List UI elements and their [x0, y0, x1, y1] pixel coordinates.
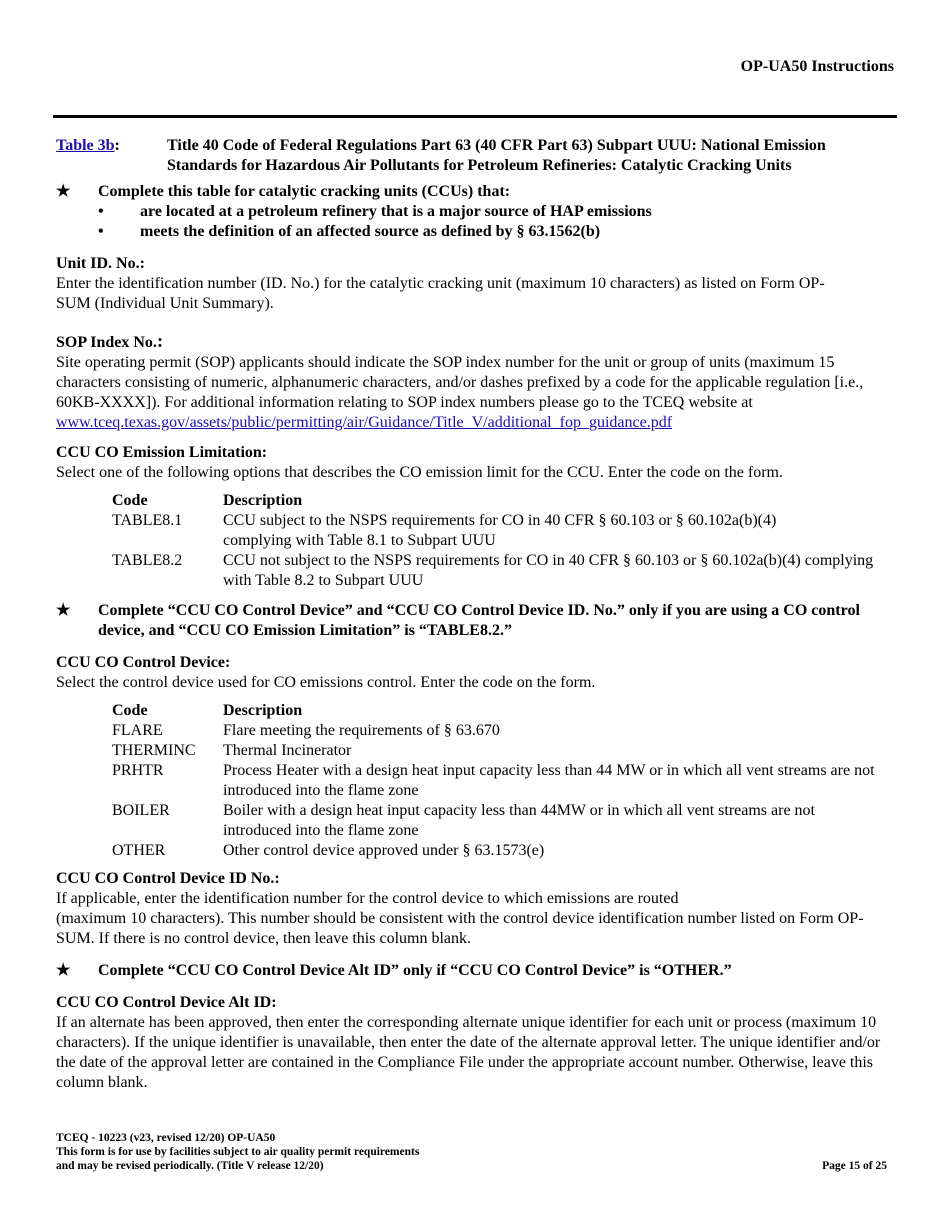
code-cell: PRHTR	[112, 762, 164, 779]
table-header-row	[112, 491, 896, 511]
code-cell: FLARE	[112, 722, 163, 739]
table-row	[112, 741, 896, 761]
star-icon: ★	[56, 962, 71, 979]
instruction-star-3	[56, 961, 896, 981]
table-row	[112, 721, 896, 741]
footer-form-info	[56, 1131, 419, 1173]
document-header-title: OP-UA50 Instructions	[740, 58, 894, 75]
page-number: Page 15 of 25	[822, 1160, 887, 1172]
column-header-code: Code	[112, 492, 148, 509]
bullet-text: are located at a petroleum refinery that is a major source of HAP emissions	[140, 203, 652, 220]
description-cell: Process Heater with a design heat input capacity less than 44 MW or in which all vent streams are not introduced into the flame zone	[223, 762, 875, 799]
unit-id-text: Enter the identification number (ID. No.) for the catalytic cracking unit (maximum 10 characters) as listed on Form OP-SUM (Individual Unit Summary).	[56, 275, 825, 312]
control-device-code-table	[112, 701, 896, 861]
device-id-text-line2: (maximum 10 characters). This number should be consistent with the control device identification number listed on Form OP-SUM. If there is no control device, then leave this column blank.	[56, 910, 864, 947]
co-limit-text: Select one of the following options that describes the CO emission limit for the CCU. Enter the code on the form.	[56, 464, 783, 481]
code-cell: OTHER	[112, 842, 166, 859]
instruction-star-1	[56, 182, 896, 202]
co-limit-heading: CCU CO Emission Limitation:	[56, 444, 268, 461]
bullet-icon: •	[98, 203, 104, 220]
bullet-text: meets the definition of an affected source as defined by § 63.1562(b)	[140, 223, 601, 240]
table-row	[112, 551, 896, 591]
alt-id-text: If an alternate has been approved, then enter the corresponding alternate unique identifier for each unit or process (maximum 10 characters). If the unique identifier is unavailable, then enter the date of the alternate approval letter. The unique identifier and/or the date of the approval letter are contained in the Compliance File under the appropriate account number. Otherwise, leave this column blank.	[56, 1014, 881, 1091]
description-cell: CCU subject to the NSPS requirements for CO in 40 CFR § 60.103 or § 60.102a(b)(4) complying with Table 8.1 to Subpart UUU	[223, 512, 777, 549]
column-header-code: Code	[112, 702, 148, 719]
code-cell: TABLE8.2	[112, 552, 183, 569]
sop-index-heading	[56, 332, 896, 353]
star-icon: ★	[56, 183, 71, 200]
table-row	[112, 511, 896, 551]
code-cell: BOILER	[112, 802, 170, 819]
control-device-heading: CCU CO Control Device:	[56, 654, 231, 671]
table-header-row	[112, 701, 896, 721]
co-limit-code-table	[112, 491, 896, 591]
footer-line-3: and may be revised periodically. (Title V release 12/20)	[56, 1160, 324, 1172]
unit-id-heading: Unit ID. No.:	[56, 255, 145, 272]
table-3b-link[interactable]: Table 3b	[56, 137, 115, 154]
device-id-text-line1: If applicable, enter the identification number for the control device to which emissions are routed	[56, 890, 679, 907]
header-divider	[53, 115, 897, 118]
sop-index-heading-colon: :	[156, 331, 164, 352]
control-device-text: Select the control device used for CO emissions control. Enter the code on the form.	[56, 674, 596, 691]
star-icon: ★	[56, 602, 71, 619]
bullet-icon: •	[98, 223, 104, 240]
table-heading-title: Title 40 Code of Federal Regulations Part 63 (40 CFR Part 63) Subpart UUU: National Emission Standards for Hazardous Air Pollutants for Petroleum Refineries: Catalytic Cracking Units	[167, 137, 826, 174]
sop-index-heading-text: SOP Index No.	[56, 334, 157, 351]
list-item	[56, 222, 896, 242]
table-heading-colon: :	[114, 137, 120, 154]
table-row	[112, 801, 896, 841]
list-item	[56, 202, 896, 222]
instruction-star-2	[56, 601, 896, 641]
table-row	[112, 841, 896, 861]
description-cell: Boiler with a design heat input capacity less than 44MW or in which all vent streams are not introduced into the flame zone	[223, 802, 815, 839]
table-heading	[56, 136, 896, 176]
table-row	[112, 761, 896, 801]
sop-index-text	[56, 353, 896, 433]
description-cell: Other control device approved under § 63.1573(e)	[223, 842, 545, 859]
tceq-guidance-link[interactable]: www.tceq.texas.gov/assets/public/permitting/air/Guidance/Title_V/additional_fop_guidance.pdf	[56, 414, 673, 431]
footer-line-2: This form is for use by facilities subject to air quality permit requirements	[56, 1146, 420, 1158]
description-cell: Flare meeting the requirements of § 63.670	[223, 722, 500, 739]
instructions-content	[56, 136, 896, 1093]
instruction-star-3-text: Complete “CCU CO Control Device Alt ID” only if “CCU CO Control Device” is “OTHER.”	[98, 962, 732, 979]
sop-index-body: Site operating permit (SOP) applicants should indicate the SOP index number for the unit or group of units (maximum 15 characters consisting of numeric, alphanumeric characters, and/or dashes prefixed by a code for the applicable regulation [i.e., 60KB-XXXX]). For additional information relating to SOP index numbers please go to the TCEQ website at	[56, 354, 864, 411]
column-header-description: Description	[223, 702, 303, 719]
description-cell: Thermal Incinerator	[223, 742, 352, 759]
alt-id-heading: CCU CO Control Device Alt ID:	[56, 994, 277, 1011]
code-cell: THERMINC	[112, 742, 196, 759]
instruction-star-2-text: Complete “CCU CO Control Device” and “CCU CO Control Device ID. No.” only if you are using a CO control device, and “CCU CO Emission Limitation” is “TABLE8.2.”	[98, 602, 860, 639]
code-cell: TABLE8.1	[112, 512, 183, 529]
description-cell: CCU not subject to the NSPS requirements for CO in 40 CFR § 60.103 or § 60.102a(b)(4) complying with Table 8.2 to Subpart UUU	[223, 552, 874, 589]
footer-line-1: TCEQ - 10223 (v23, revised 12/20) OP-UA50	[56, 1132, 276, 1144]
column-header-description: Description	[223, 492, 303, 509]
instruction-star-1-text: Complete this table for catalytic cracking units (CCUs) that:	[98, 183, 511, 200]
device-id-heading: CCU CO Control Device ID No.:	[56, 870, 280, 887]
